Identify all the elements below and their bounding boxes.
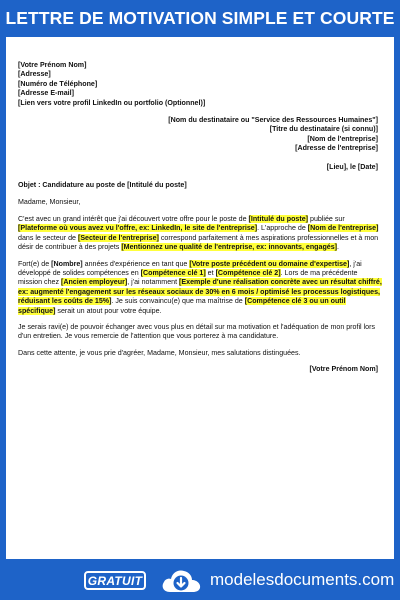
recipient-name: [Nom du destinataire ou "Service des Ressources Humaines"] <box>168 116 378 125</box>
sender-linkedin: [Lien vers votre profil LinkedIn ou portfolio (Optionnel)] <box>18 98 206 107</box>
text: , j'ai développé de solides compétences en <box>18 259 362 277</box>
sender-phone: [Numéro de Téléphone] <box>18 79 98 88</box>
header-banner <box>0 0 400 36</box>
placeholder-highlight: [Plateforme où vous avez vu l'offre, ex: LinkedIn, le site de l'entreprise] <box>18 224 258 233</box>
free-badge: GRATUIT <box>84 571 146 590</box>
letter-document <box>6 37 394 559</box>
recipient-block <box>18 116 382 154</box>
paragraph-closing: Dans cette attente, je vous prie d'agréer, Madame, Monsieur, mes salutations distinguées. <box>18 348 301 357</box>
placeholder-highlight: [Compétence clé 1] <box>140 268 206 277</box>
paragraph-experience <box>18 260 382 316</box>
recipient-address: [Adresse de l'entreprise] <box>295 144 378 153</box>
placeholder-highlight: [Secteur de l'entreprise] <box>77 233 159 242</box>
recipient-title: [Titre du destinataire (si connu)] <box>269 125 378 134</box>
text: Fort(e) de <box>18 259 52 268</box>
placeholder-highlight: [Intitulé du poste] <box>248 214 309 223</box>
text: et <box>205 268 216 277</box>
text: C'est avec un grand intérêt que j'ai découvert votre offre pour le poste de <box>18 214 249 223</box>
placeholder-highlight: [Compétence clé 3 ou un outil spécifique] <box>18 297 346 315</box>
salutation: Madame, Monsieur, <box>18 198 81 207</box>
placeholder-highlight: [Votre poste précédent ou domaine d'expertise] <box>189 259 350 268</box>
placeholder-highlight: [Ancien employeur] <box>60 278 128 287</box>
place-date: [Lieu], le [Date] <box>326 162 378 171</box>
text: . Je suis convaincu(e) que ma maîtrise de <box>111 297 245 306</box>
footer-bar <box>0 559 400 600</box>
placeholder-highlight: [Exemple d'une réalisation concrète avec un résultat chiffré, ex: augmenté l'engagement sur les réseaux sociaux de 30% en 6 mois / optimisé les processus logistiques, réduisant les coûts de 15%] <box>18 278 382 306</box>
text: . <box>337 243 340 252</box>
site-name[interactable]: modelesdocuments.com <box>210 570 395 589</box>
text: , j'ai notamment <box>127 278 180 287</box>
text: publiée sur <box>308 214 345 223</box>
text: . L'approche de <box>257 224 308 233</box>
page-title: LETTRE DE MOTIVATION SIMPLE ET COURTE <box>5 7 395 28</box>
sender-email: [Adresse E-mail] <box>18 89 74 98</box>
placeholder-highlight: [Compétence clé 2] <box>215 268 281 277</box>
placeholder-bold: [Nombre] <box>51 259 83 268</box>
text: dans le secteur de <box>18 233 78 242</box>
placeholder-highlight: [Mentionnez une qualité de l'entreprise, ex: innovants, engagés] <box>121 243 338 252</box>
text: serait un atout pour votre équipe. <box>55 306 162 315</box>
text: correspond parfaitement à mes aspirations professionnelles et à mon désir de contribuer à des projets <box>18 233 379 252</box>
sender-block <box>18 61 382 108</box>
placeholder-highlight: [Nom de l'entreprise] <box>307 224 379 233</box>
recipient-company: [Nom de l'entreprise] <box>307 134 378 143</box>
cloud-download-icon[interactable] <box>160 566 202 596</box>
sender-name: [Votre Prénom Nom] <box>18 61 87 69</box>
paragraph-intro <box>18 215 382 253</box>
letter-object: Objet : Candidature au poste de [Intitulé du poste] <box>18 181 187 190</box>
text: années d'expérience en tant que <box>82 259 190 268</box>
signature: [Votre Prénom Nom] <box>309 365 378 374</box>
sender-address: [Adresse] <box>18 70 51 79</box>
paragraph-interview: Je serais ravi(e) de pouvoir échanger avec vous plus en détail sur ma motivation et l'adéquation de mon profil lors d'un entretien. Je vous remercie de l'attention que vous porterez à ma candidature. <box>18 322 376 341</box>
text: . Lors de ma précédente mission chez <box>18 268 358 287</box>
